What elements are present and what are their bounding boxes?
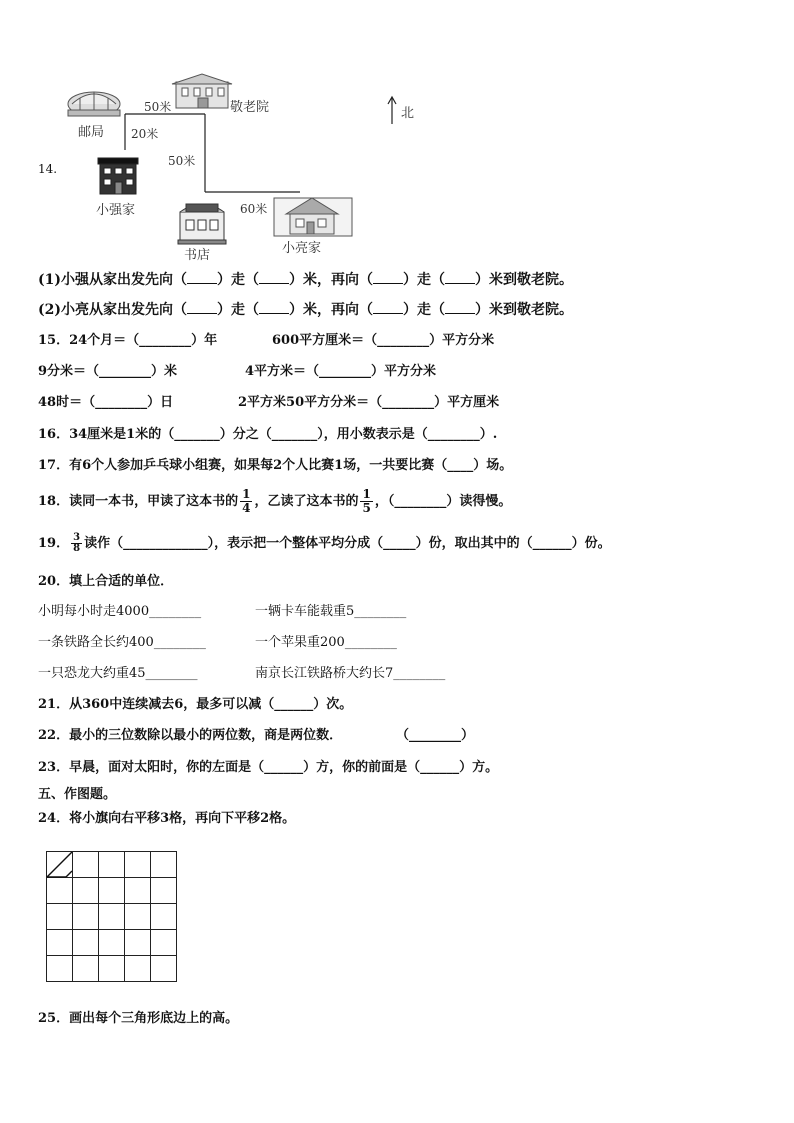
q20-item-1: 小明每小时走4000________	[38, 604, 202, 619]
label-nursing-home: 敬老院	[230, 100, 270, 115]
question-24: 24．将小旗向右平移3格，再向下平移2格。	[38, 811, 296, 826]
question-23: 23．早晨，面对太阳时，你的左面是（______）方，你的前面是（______）方。	[38, 760, 499, 775]
label-xiaoliang-home: 小亮家	[282, 241, 322, 256]
label-post-office: 邮局	[78, 125, 105, 140]
xiaoliang-home-icon	[274, 198, 352, 236]
question-17: 17．有6个人参加乒乓球小组赛，如果每2个人比赛1场，一共要比赛（____）场。	[38, 458, 513, 473]
question-22-answer-blank: （________）	[396, 728, 475, 743]
question-25: 25．画出每个三角形底边上的高。	[38, 1011, 239, 1026]
q20-item-5: 一只恐龙大约重45________	[38, 666, 198, 681]
q20-item-3: 一条铁路全长约400________	[38, 635, 206, 650]
north-arrow-icon	[388, 97, 396, 124]
q20-item-4: 一个苹果重200________	[255, 635, 397, 650]
q15-row1-left: 15．24个月＝（________）年	[38, 333, 218, 348]
q15-row3-right: 2平方米50平方分米＝（________）平方厘米	[238, 395, 500, 410]
question-22: 22．最小的三位数除以最小的两位数，商是两位数．	[38, 728, 343, 743]
question-20-title: 20．填上合适的单位．	[38, 574, 174, 589]
q20-item-6: 南京长江铁路桥大约长7________	[255, 666, 446, 681]
flag-icon	[47, 852, 72, 877]
distance-50-vertical: 50米	[168, 154, 196, 168]
label-north: 北	[401, 106, 415, 121]
map-diagram	[0, 0, 794, 270]
q14-subquestion-2: (2)小亮从家出发先向（ ）走（ ）米，再向（ ）走（ ）米到敬老院。	[38, 302, 573, 318]
q14-subquestion-1: (1)小强从家出发先向（ ）走（ ）米，再向（ ）走（ ）米到敬老院。	[38, 272, 573, 288]
question-21: 21．从360中连续减去6，最多可以减（______）次。	[38, 697, 353, 712]
fraction-one-fifth: $\frac{1}{5}$	[362, 487, 371, 515]
distance-20: 20米	[131, 127, 159, 141]
distance-60: 60米	[240, 202, 268, 216]
grid-with-flag	[44, 849, 184, 989]
xiaoqiang-home-icon	[98, 158, 138, 194]
fraction-one-quarter: $\frac{1}{4}$	[242, 487, 251, 515]
section-five-heading: 五、作图题。	[38, 787, 117, 802]
q20-item-2: 一辆卡车能载重5________	[255, 604, 407, 619]
question-18: 18．读同一本书，甲读了这本书的 $\frac{1}{4}$ ，乙读了这本书的 $\frac{1}{5}$ ，（________）读得慢。	[38, 487, 512, 515]
label-xiaoqiang-home: 小强家	[96, 203, 136, 218]
question-16: 16．34厘米是1米的（_______）分之（_______），用小数表示是（________）.	[38, 427, 498, 442]
distance-50-top: 50米	[144, 100, 172, 114]
fraction-three-eighths: $\frac{3}{8}$	[73, 532, 81, 554]
nursing-home-icon	[172, 74, 232, 108]
q15-row2-right: 4平方米＝（________）平方分米	[245, 364, 437, 379]
question-number: 14.	[38, 162, 58, 176]
q15-row2-left: 9分米＝（________）米	[38, 364, 178, 379]
label-bookstore: 书店	[184, 248, 211, 263]
post-office-icon	[68, 92, 120, 116]
question-19: 19． $\frac{3}{8}$ 读作（_____________），表示把一个整体平均分成（_____）份，取出其中的（______）份。	[38, 532, 611, 554]
bookstore-icon	[178, 204, 226, 244]
q15-row1-right: 600平方厘米＝（________）平方分米	[272, 333, 495, 348]
q15-row3-left: 48时＝（________）日	[38, 395, 174, 410]
